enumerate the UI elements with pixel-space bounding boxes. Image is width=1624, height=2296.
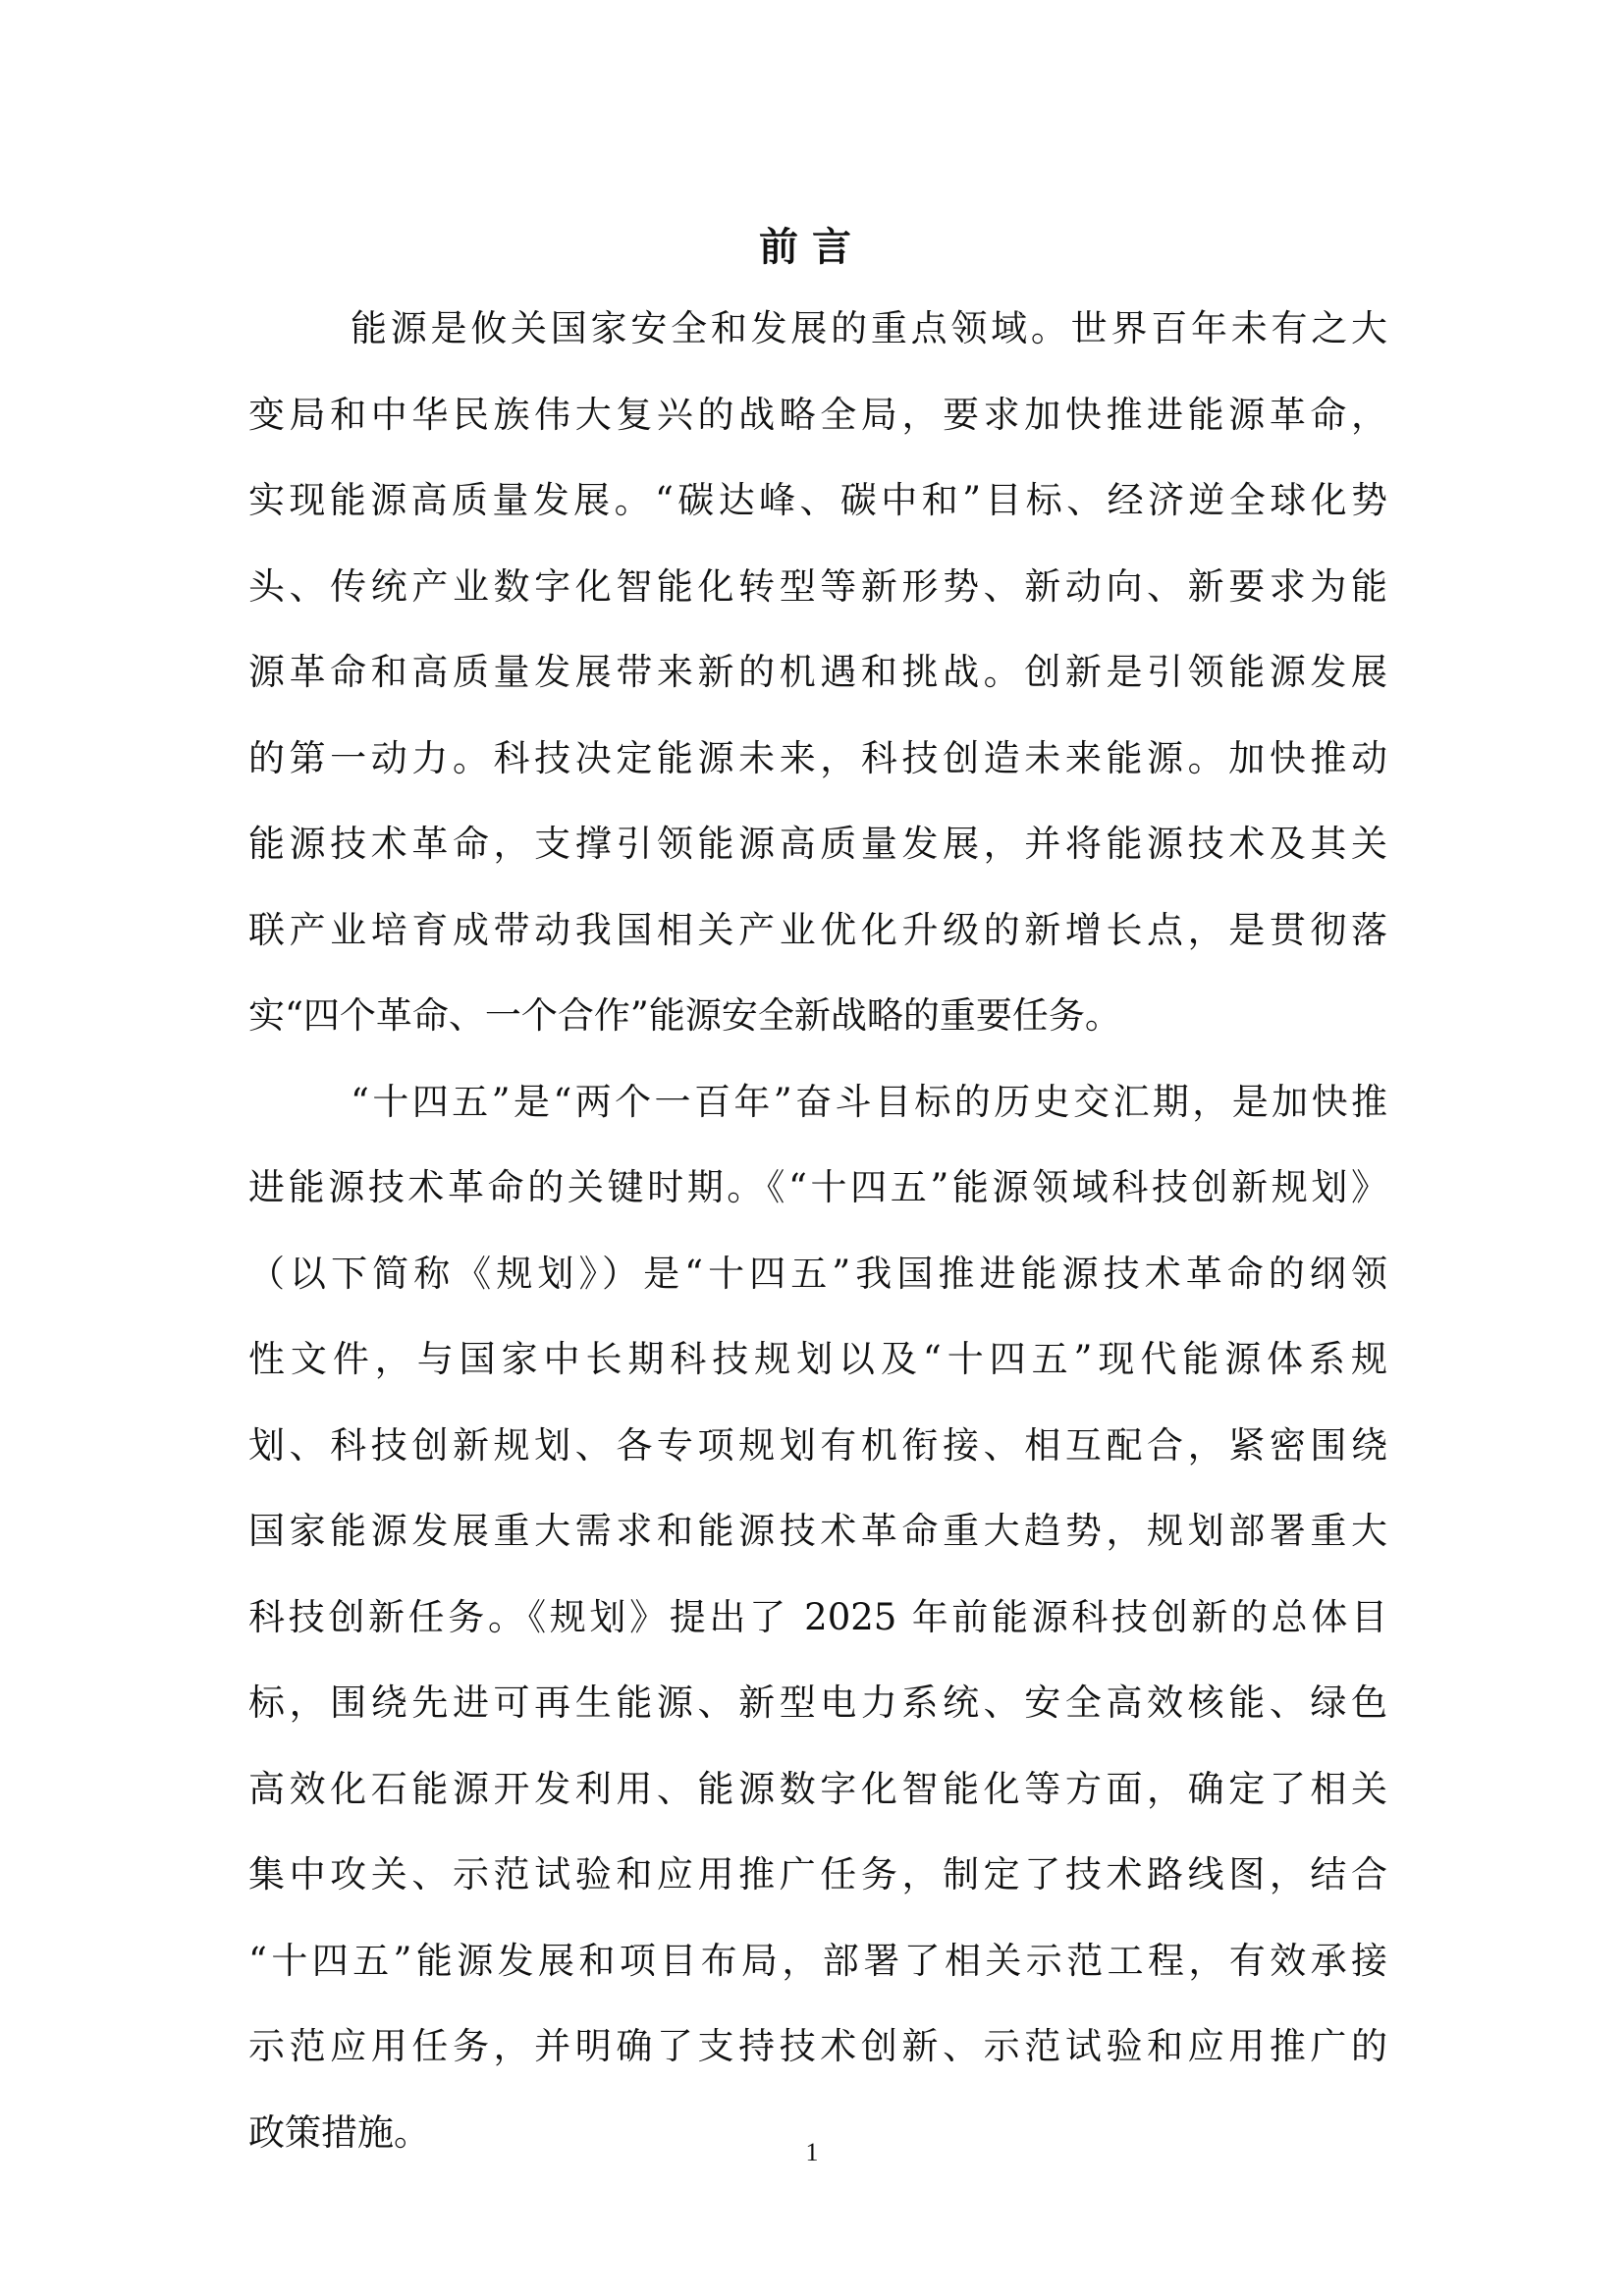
text-line: 头、传统产业数字化智能化转型等新形势、新动向、新要求为能 bbox=[248, 564, 1387, 608]
text-line: 性文件，与国家中长期科技规划以及“十四五”现代能源体系规 bbox=[248, 1338, 1387, 1380]
text-line: 集中攻关、示范试验和应用推广任务，制定了技术路线图，结合 bbox=[248, 1853, 1387, 1896]
document-body bbox=[248, 299, 1387, 2189]
text-line: 科技创新任务。《规划》提出了 2025 年前能源科技创新的总体目 bbox=[248, 1595, 1387, 1638]
text-line: 进能源技术革命的关键时期。《“十四五”能源领域科技创新规划》 bbox=[248, 1166, 1387, 1208]
text-line: 能源是攸关国家安全和发展的重点领域。世界百年未有之大 bbox=[351, 307, 1387, 349]
paragraph-1 bbox=[248, 299, 1387, 1073]
text-line: “十四五”是“两个一百年”奋斗目标的历史交汇期，是加快推 bbox=[351, 1080, 1387, 1123]
text-line: 示范应用任务，并明确了支持技术创新、示范试验和应用推广的 bbox=[248, 2025, 1387, 2067]
text-line: 政策措施。 bbox=[248, 2110, 430, 2154]
text-line: 能源技术革命，支撑引领能源高质量发展，并将能源技术及其关 bbox=[248, 823, 1387, 865]
text-line: 高效化石能源开发利用、能源数字化智能化等方面，确定了相关 bbox=[248, 1767, 1387, 1810]
page-number: 1 bbox=[805, 2138, 819, 2166]
text-line: 划、科技创新规划、各专项规划有机衔接、相互配合，紧密围绕 bbox=[248, 1423, 1387, 1467]
page-title: 前言 bbox=[759, 225, 865, 270]
text-line: “十四五”能源发展和项目布局，部署了相关示范工程，有效承接 bbox=[248, 1939, 1387, 1982]
text-line: 变局和中华民族伟大复兴的战略全局，要求加快推进能源革命， bbox=[248, 393, 1387, 436]
text-line: （以下简称《规划》）是“十四五”我国推进能源技术革命的纲领 bbox=[248, 1252, 1387, 1295]
text-line: 联产业培育成带动我国相关产业优化升级的新增长点，是贯彻落 bbox=[248, 908, 1387, 951]
text-line: 实“四个革命、一个合作”能源安全新战略的重要任务。 bbox=[248, 994, 1121, 1037]
paragraph-2 bbox=[248, 1073, 1387, 2190]
text-line: 国家能源发展重大需求和能源技术革命重大趋势，规划部署重大 bbox=[248, 1510, 1387, 1552]
text-line: 的第一动力。科技决定能源未来，科技创造未来能源。加快推动 bbox=[248, 736, 1387, 779]
text-line: 实现能源高质量发展。“碳达峰、碳中和”目标、经济逆全球化势 bbox=[248, 479, 1387, 521]
text-line: 标，围绕先进可再生能源、新型电力系统、安全高效核能、绿色 bbox=[248, 1682, 1387, 1724]
text-line: 源革命和高质量发展带来新的机遇和挑战。创新是引领能源发展 bbox=[248, 651, 1387, 693]
